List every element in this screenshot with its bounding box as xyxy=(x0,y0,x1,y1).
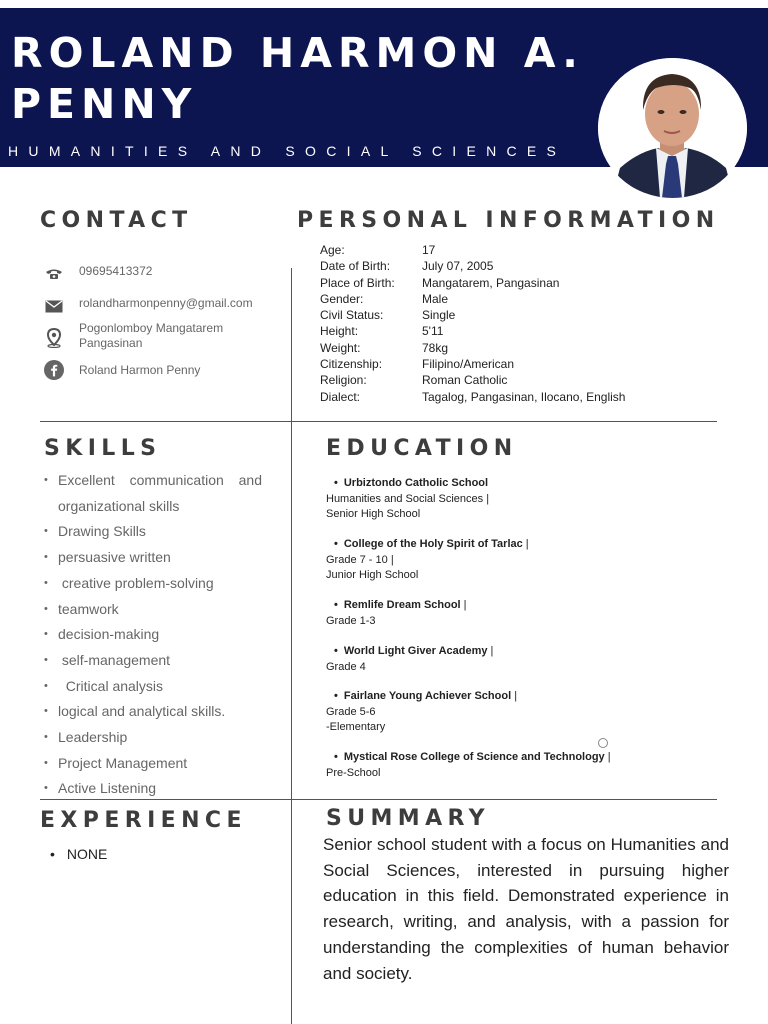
phone-icon xyxy=(44,264,64,284)
loading-spinner-icon xyxy=(598,738,608,748)
full-name: ROLAND HARMON A. PENNY xyxy=(11,29,584,128)
list-item: • self-management xyxy=(44,648,262,674)
facebook-name: Roland Harmon Penny xyxy=(79,363,201,377)
education-entry: • Fairlane Young Achiever School | Grade 5-6 -Elementary xyxy=(326,689,517,736)
contact-title: CONTACT xyxy=(40,208,193,233)
education-detail: Grade 7 - 10 | xyxy=(326,553,394,566)
info-row: Dialect: Tagalog, Pangasinan, Ilocano, English xyxy=(320,389,626,404)
info-row: Weight: 78kg xyxy=(320,340,449,355)
list-item: • persuasive written xyxy=(44,545,262,571)
school-name: Urbiztondo Catholic School xyxy=(343,477,489,489)
info-row: Age: 17 xyxy=(320,243,436,257)
profile-photo xyxy=(598,58,747,198)
info-row: Place of Birth: Mangatarem, Pangasinan xyxy=(320,275,560,290)
school-name: Fairlane Young Achiever School xyxy=(343,690,512,702)
list-item: • Leadership xyxy=(44,725,262,751)
summary-title: SUMMARY xyxy=(326,806,490,831)
location-pin-icon xyxy=(44,328,64,348)
facebook-icon xyxy=(44,360,64,380)
skills-title: SKILLS xyxy=(44,436,162,461)
personal-info-table xyxy=(320,242,625,405)
education-detail: Pre-School xyxy=(326,766,381,779)
education-entry xyxy=(326,476,489,523)
vertical-divider xyxy=(291,268,292,1024)
strand-subtitle: HUMANITIES AND SOCIAL SCIENCES xyxy=(8,143,567,159)
list-item: • logical and analytical skills. xyxy=(44,699,262,725)
education-detail: Grade 5-6 xyxy=(326,705,376,718)
education-detail: Humanities and Social Sciences | xyxy=(326,492,490,505)
list-item: • Project Management xyxy=(44,751,262,777)
education-entry: • Mystical Rose College of Science and Technology | Pre-School xyxy=(326,750,611,781)
school-name: Mystical Rose College of Science and Technology xyxy=(343,751,605,763)
contact-address xyxy=(44,321,223,351)
list-item: • Drawing Skills xyxy=(44,519,262,545)
info-row: Civil Status: Single xyxy=(320,308,456,323)
school-name: Remlife Dream School xyxy=(343,599,461,611)
list-item: • NONE xyxy=(50,846,107,862)
contact-phone xyxy=(44,264,152,284)
info-row: Religion: Roman Catholic xyxy=(320,373,508,388)
list-item: • creative problem-solving xyxy=(44,571,262,597)
summary-text: Senior school student with a focus on Humanities and Social Sciences, interested in pursuing higher education in this field. Demonstrated experience in research, writing, and analysis, with a passion for understanding the complexities of human behavior and society. xyxy=(323,835,729,983)
education-entry: • College of the Holy Spirit of Tarlac | Grade 7 - 10 | Junior High School xyxy=(326,537,529,584)
contact-email xyxy=(44,296,253,316)
list-item: • decision-making xyxy=(44,622,262,648)
list-item: • Active Listening xyxy=(44,776,262,802)
list-item: • Critical analysis xyxy=(44,674,262,700)
info-row: Height: 5'11 xyxy=(320,324,444,339)
phone-number: 09695413372 xyxy=(79,264,153,278)
education-entry: • Remlife Dream School | Grade 1-3 xyxy=(326,598,467,629)
education-detail: -Elementary xyxy=(326,721,386,733)
education-detail: Junior High School xyxy=(326,569,419,581)
email-address: rolandharmonpenny@gmail.com xyxy=(79,296,253,310)
school-name: World Light Giver Academy xyxy=(343,645,488,657)
info-row: Gender: Male xyxy=(320,291,449,306)
address: Pogonlomboy Mangatarem Pangasinan xyxy=(79,321,224,350)
education-entry: • World Light Giver Academy | Grade 4 xyxy=(326,644,493,675)
school-name: College of the Holy Spirit of Tarlac xyxy=(343,538,523,550)
education-detail: Senior High School xyxy=(326,508,421,520)
experience-list xyxy=(50,846,107,862)
skills-list xyxy=(44,468,262,802)
education-title: EDUCATION xyxy=(326,436,518,461)
mail-icon xyxy=(44,296,64,316)
personal-information-title: PERSONAL INFORMATION xyxy=(297,208,720,233)
education-detail: Grade 4 xyxy=(326,660,366,673)
list-item: • Excellent communication and organizational skills xyxy=(44,468,262,519)
list-item: • teamwork xyxy=(44,597,262,623)
info-row: Date of Birth: July 07, 2005 xyxy=(320,259,494,274)
contact-facebook xyxy=(44,360,200,380)
info-row: Citizenship: Filipino/American xyxy=(320,357,515,372)
education-detail: Grade 1-3 xyxy=(326,614,376,627)
profile-photo-illustration xyxy=(598,58,747,198)
experience-title: EXPERIENCE xyxy=(40,808,247,833)
horizontal-divider-top xyxy=(40,421,717,422)
